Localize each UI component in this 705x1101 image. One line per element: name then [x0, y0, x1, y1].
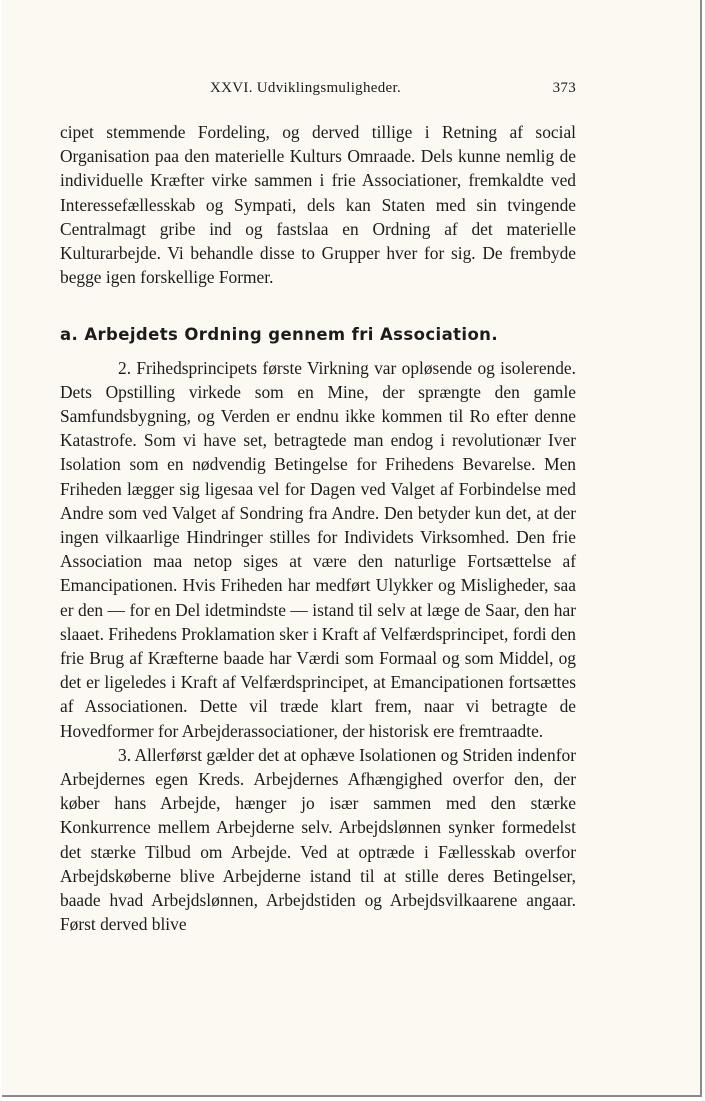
running-title: XXVI. Udviklingsmuligheder. — [210, 80, 402, 96]
running-header — [60, 80, 576, 100]
paragraph-2: 2. Frihedsprincipets første Virkning var opløsende og isolerende. Dets Opstilling virkede som en Mine, der sprængte den gamle Samfundsbygning, og Verden er endnu ikke kommen til Ro efter denne Katastrofe. Som vi have set, betragtede man endog i revolutionær Iver Isolation som en nødvendig Betingelse for Frihedens Bevarelse. Men Friheden lægger sig ligesaa vel for Dagen ved Valget af Forbindelse med Andre som ved Valget af Sondring fra Andre. Den betyder kun det, at der ingen vilkaarlige Hindringer stilles for Individets Virksomhed. Den frie Association maa netop siges at være den naturlige Fortsættelse af Emancipationen. Hvis Friheden har medført Ulykker og Misligheder, saa er den — for en Del idetmindste — istand til selv at læge de Saar, den har slaaet. Frihedens Proklamation sker i Kraft af Velfærdsprincipet, fordi den frie Brug af Kræfterne baade har Værdi som Formaal og som Middel, og det er ligeledes i Kraft af Velfærdsprincipet, at Emancipationen fortsættes af Associationen. Dette vil træde klart frem, naar vi betragte de Hovedformer for Arbejderassociationer, der historisk ere fremtraadte. — [60, 357, 576, 741]
paragraph-3: 3. Allerførst gælder det at ophæve Isolationen og Striden indenfor Arbejdernes egen Kreds. Arbejdernes Afhængighed overfor den, der køber hans Arbejde, hænger jo især sammen med den stærke Konkurrence mellem Arbejderne selv. Arbejdslønnen synker formedelst det stærke Tilbud om Arbejde. Ved at optræde i Fællesskab overfor Arbejdskøberne blive Arbejderne istand til at stille deres Betingelser, baade hvad Arbejdslønnen, Arbejdstiden og Arbejdsvilkaarene angaar. Først derved blive — [60, 744, 576, 935]
page-number: 373 — [552, 80, 576, 96]
paragraph-intro: cipet stemmende Fordeling, og derved tillige i Retning af social Organisation paa den materielle Kulturs Omraade. Dels kunne nemlig de individuelle Kræfter virke sammen i frie Associationer, fremkaldte ved Interessefællesskab og Sympati, dels kan Staten med sin tvingende Centralmagt gribe ind og fastslaa en Ordning af det materielle Kulturarbejde. Vi behandle disse to Grupper hver for sig. De frembyde begge igen forskellige Former. — [60, 122, 576, 288]
book-page — [2, 0, 702, 1097]
body-text — [60, 120, 576, 937]
section-heading: a. Arbejdets Ordning gennem fri Association. — [60, 325, 498, 345]
